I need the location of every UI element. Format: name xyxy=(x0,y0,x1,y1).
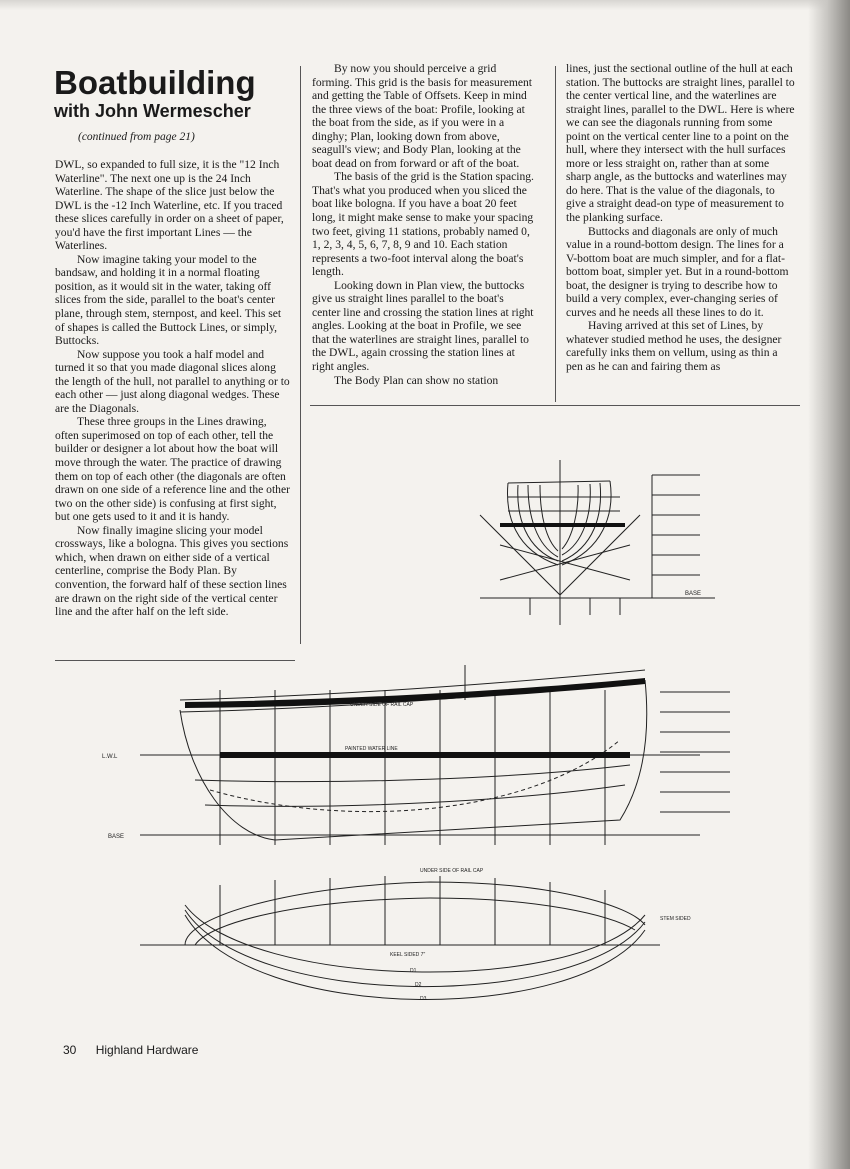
article-title-block xyxy=(54,66,294,122)
page-top-edge xyxy=(0,0,850,10)
paragraph: The Body Plan can show no station xyxy=(334,373,499,387)
page-footer xyxy=(63,1043,214,1057)
article-title: Boatbuilding xyxy=(54,64,256,101)
paragraph: Having arrived at this set of Lines, by whatever studied method he uses, the designer carefully inks them on vellum, using as thin a pen as he can and fairing them as xyxy=(566,319,782,374)
plan-rail-cap-label: UNDER SIDE OF RAIL CAP xyxy=(420,868,484,874)
text-column-3 xyxy=(566,62,796,374)
continued-note: (continued from page 21) xyxy=(78,131,195,143)
section-rule xyxy=(310,405,800,406)
paragraph: These three groups in the Lines drawing, often superimosed on top of each other, tell the builder or designer a lot about how the boat will move through the water. The practice of drawing them on top of each other (the diagonals are often drawn on one side of a reference line and the other two on the other side) is confusing at first sight, but one gets used to it and it is handy. xyxy=(55,415,290,524)
paragraph: DWL, so expanded to full size, it is the "12 Inch Waterline". The next one up is the 24 Inch Waterline. The shape of the slice just below the DWL is the -12 Inch Waterline, etc. If you traced these slices carefully in order on a sheet of paper, you'd have the first important Lines — the Waterlines. xyxy=(55,158,284,253)
painted-waterline-label: PAINTED WATER LINE xyxy=(345,746,398,752)
diagonal-d3-label: D3 xyxy=(420,996,427,1002)
publication-name: Highland Hardware xyxy=(95,1043,199,1057)
paragraph: lines, just the sectional outline of the hull at each station. The buttocks are straight lines, parallel to the center vertical line, and the waterlines are straight lines, parallel to the DWL. Here is where we can see the diagonals running from some point on the vertical center line to a point on the hull, where they intersect with the hull surfaces more or less straight on, rather than at some sharp angle, as the buttocks and waterlines may do here. That is the value of the diagonals, to give a straight dead-on type of measurement to the planking surface. xyxy=(566,62,795,225)
text-column-2 xyxy=(312,62,534,387)
rail-cap-label: UNDER SIDE OF RAIL CAP xyxy=(350,702,414,708)
paragraph: Now finally imagine slicing your model crossways, like a bologna. This gives you sections which, when drawn on either side of a vertical centerline, comprise the Body Plan. By convention, the forward half of these section lines are drawn on the right side of the vertical center line and the after half on the left side. xyxy=(55,523,289,619)
keel-sided-label: KEEL SIDED 7" xyxy=(390,952,426,958)
column-divider xyxy=(555,66,556,402)
lwl-label: L.W.L xyxy=(102,754,118,760)
article-byline: with John Wermescher xyxy=(54,101,251,121)
body-plan-drawing xyxy=(470,455,720,630)
base-label: BASE xyxy=(685,591,702,597)
paragraph: Now imagine taking your model to the bandsaw, and holding it in a normal floating position, as it would sit in the water, taking off slices from the side, parallel to the boat's center plane, through stem, sternpost, and keel. This set of shapes is called the Buttock Lines, or simply, Buttocks. xyxy=(55,252,282,348)
stem-sided-label: STEM SIDED xyxy=(660,916,691,922)
text-column-1 xyxy=(55,158,291,619)
page-number: 30 xyxy=(63,1043,77,1057)
paragraph: Buttocks and diagonals are only of much value in a round-bottom design. The lines for a V-bottom boat are much simpler, and for a flat-bottom boat, simpler yet. But in a round-bottom boat, the designer is trying to describe how to build a very complex, ever-changing series of curves and he needs all these lines to do it. xyxy=(566,224,789,319)
paragraph: The basis of the grid is the Station spacing. That's what you produced when you sliced the boat like bologna. If you have a boat 20 feet long, it might make sense to make your spacing two feet, giving 11 stations, probably named 0, 1, 2, 3, 4, 5, 6, 7, 8, 9 and 10. Each station represents a two-foot interval along the boat's length. xyxy=(312,170,534,279)
diagonal-d1-label: D1 xyxy=(410,968,417,974)
profile-base-label: BASE xyxy=(108,834,125,840)
diagonal-d2-label: D2 xyxy=(415,982,422,988)
page-binding-shadow xyxy=(808,0,850,1169)
column-divider xyxy=(300,66,301,644)
lines-profile-plan-drawing xyxy=(100,660,740,1030)
paragraph: Now suppose you took a half model and turned it so that you made diagonal slices along the length of the hull, not parallel to anything or to each other — just along diagonal wedges. These are the Diagonals. xyxy=(55,347,290,415)
paragraph: Looking down in Plan view, the buttocks give us straight lines parallel to the boat's center line and crossing the station lines at right angles. Looking at the boat in Profile, we see that the waterlines are straight lines, parallel to the DWL, again crossing the station lines at right angles. xyxy=(312,278,534,374)
paragraph: By now you should perceive a grid forming. This grid is the basis for measurement and getting the Table of Offsets. Keep in mind the three views of the boat: Profile, looking at the boat from the side, as if you were in a dinghy; Plan, looking down from above, seagull's view; and Body Plan, looking at the boat dead on from forward or aft of the boat. xyxy=(312,62,533,170)
